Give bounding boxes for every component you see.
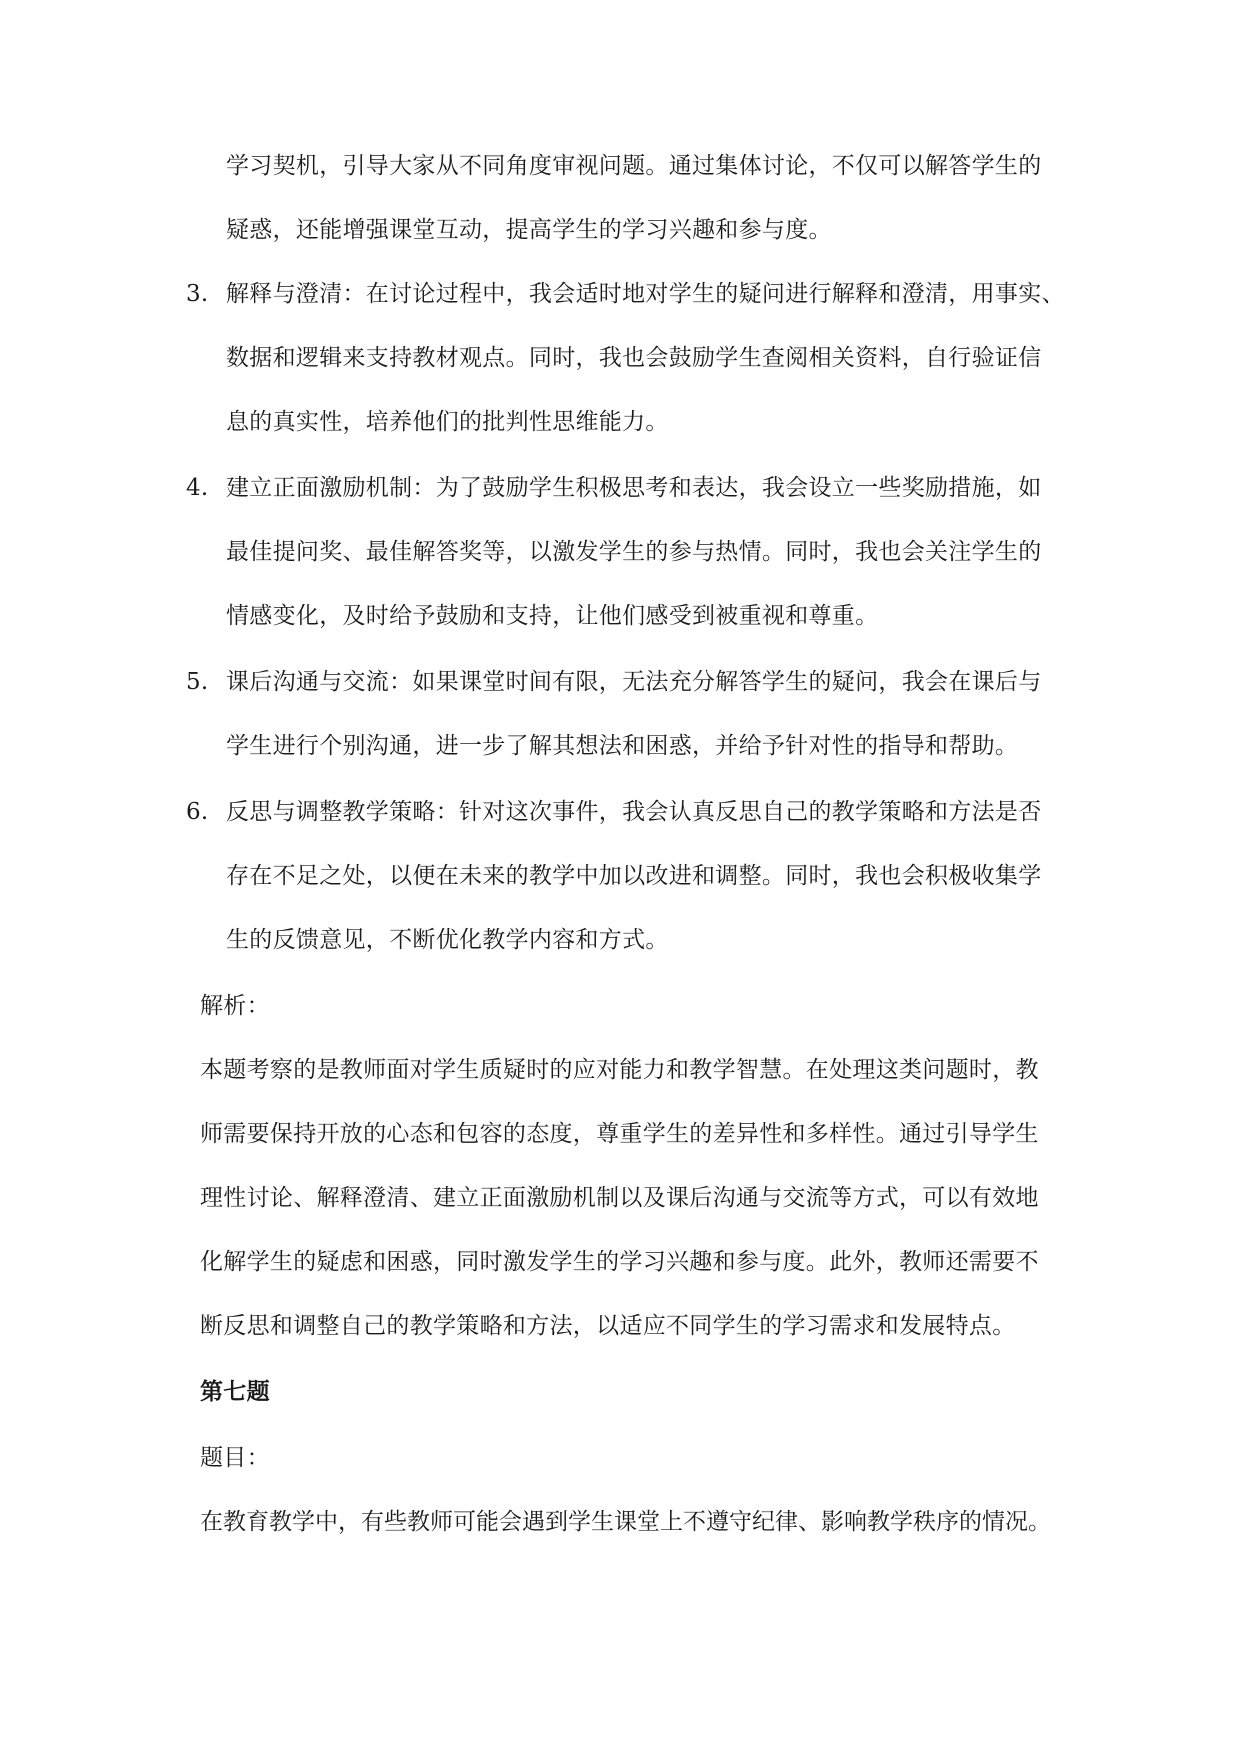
analysis-line: 本题考察的是教师面对学生质疑时的应对能力和教学智慧。在处理这类问题时，教 bbox=[200, 1057, 1039, 1083]
item-number: 6. bbox=[186, 799, 209, 825]
item-line: 学生进行个别沟通，进一步了解其想法和困惑，并给予针对性的指导和帮助。 bbox=[226, 733, 1019, 759]
item-line: 最佳提问奖、最佳解答奖等，以激发学生的参与热情。同时，我也会关注学生的 bbox=[226, 539, 1042, 565]
continuation-line: 疑惑，还能增强课堂互动，提高学生的学习兴趣和参与度。 bbox=[226, 217, 832, 243]
item-line: 情感变化，及时给予鼓励和支持，让他们感受到被重视和尊重。 bbox=[226, 603, 879, 629]
analysis-line: 化解学生的疑虑和困惑，同时激发学生的学习兴趣和参与度。此外，教师还需要不 bbox=[200, 1249, 1039, 1275]
item-number: 4. bbox=[186, 475, 209, 501]
question-label: 题目： bbox=[200, 1445, 270, 1471]
question-line: 在教育教学中，有些教师可能会遇到学生课堂上不遵守纪律、影响教学秩序的情况。 bbox=[200, 1509, 1051, 1535]
item-line: 数据和逻辑来支持教材观点。同时，我也会鼓励学生查阅相关资料，自行验证信 bbox=[226, 345, 1042, 371]
item-line: 建立正面激励机制：为了鼓励学生积极思考和表达，我会设立一些奖励措施，如 bbox=[226, 475, 1042, 501]
item-line: 生的反馈意见，不断优化教学内容和方式。 bbox=[226, 927, 669, 953]
analysis-line: 断反思和调整自己的教学策略和方法，以适应不同学生的学习需求和发展特点。 bbox=[200, 1313, 1016, 1339]
analysis-line: 师需要保持开放的心态和包容的态度，尊重学生的差异性和多样性。通过引导学生 bbox=[200, 1121, 1039, 1147]
item-line: 课后沟通与交流：如果课堂时间有限，无法充分解答学生的疑问，我会在课后与 bbox=[226, 669, 1042, 695]
analysis-label: 解析： bbox=[200, 993, 270, 1019]
item-line: 息的真实性，培养他们的批判性思维能力。 bbox=[226, 409, 669, 435]
item-number: 5. bbox=[186, 669, 209, 695]
section-title: 第七题 bbox=[200, 1378, 270, 1405]
item-line: 存在不足之处，以便在未来的教学中加以改进和调整。同时，我也会积极收集学 bbox=[226, 863, 1042, 889]
analysis-line: 理性讨论、解释澄清、建立正面激励机制以及课后沟通与交流等方式，可以有效地 bbox=[200, 1185, 1039, 1211]
item-number: 3. bbox=[186, 281, 209, 307]
item-line: 解释与澄清：在讨论过程中，我会适时地对学生的疑问进行解释和澄清，用事实、 bbox=[226, 281, 1065, 307]
item-line: 反思与调整教学策略：针对这次事件，我会认真反思自己的教学策略和方法是否 bbox=[226, 799, 1042, 825]
continuation-line: 学习契机，引导大家从不同角度审视问题。通过集体讨论，不仅可以解答学生的 bbox=[226, 153, 1042, 179]
